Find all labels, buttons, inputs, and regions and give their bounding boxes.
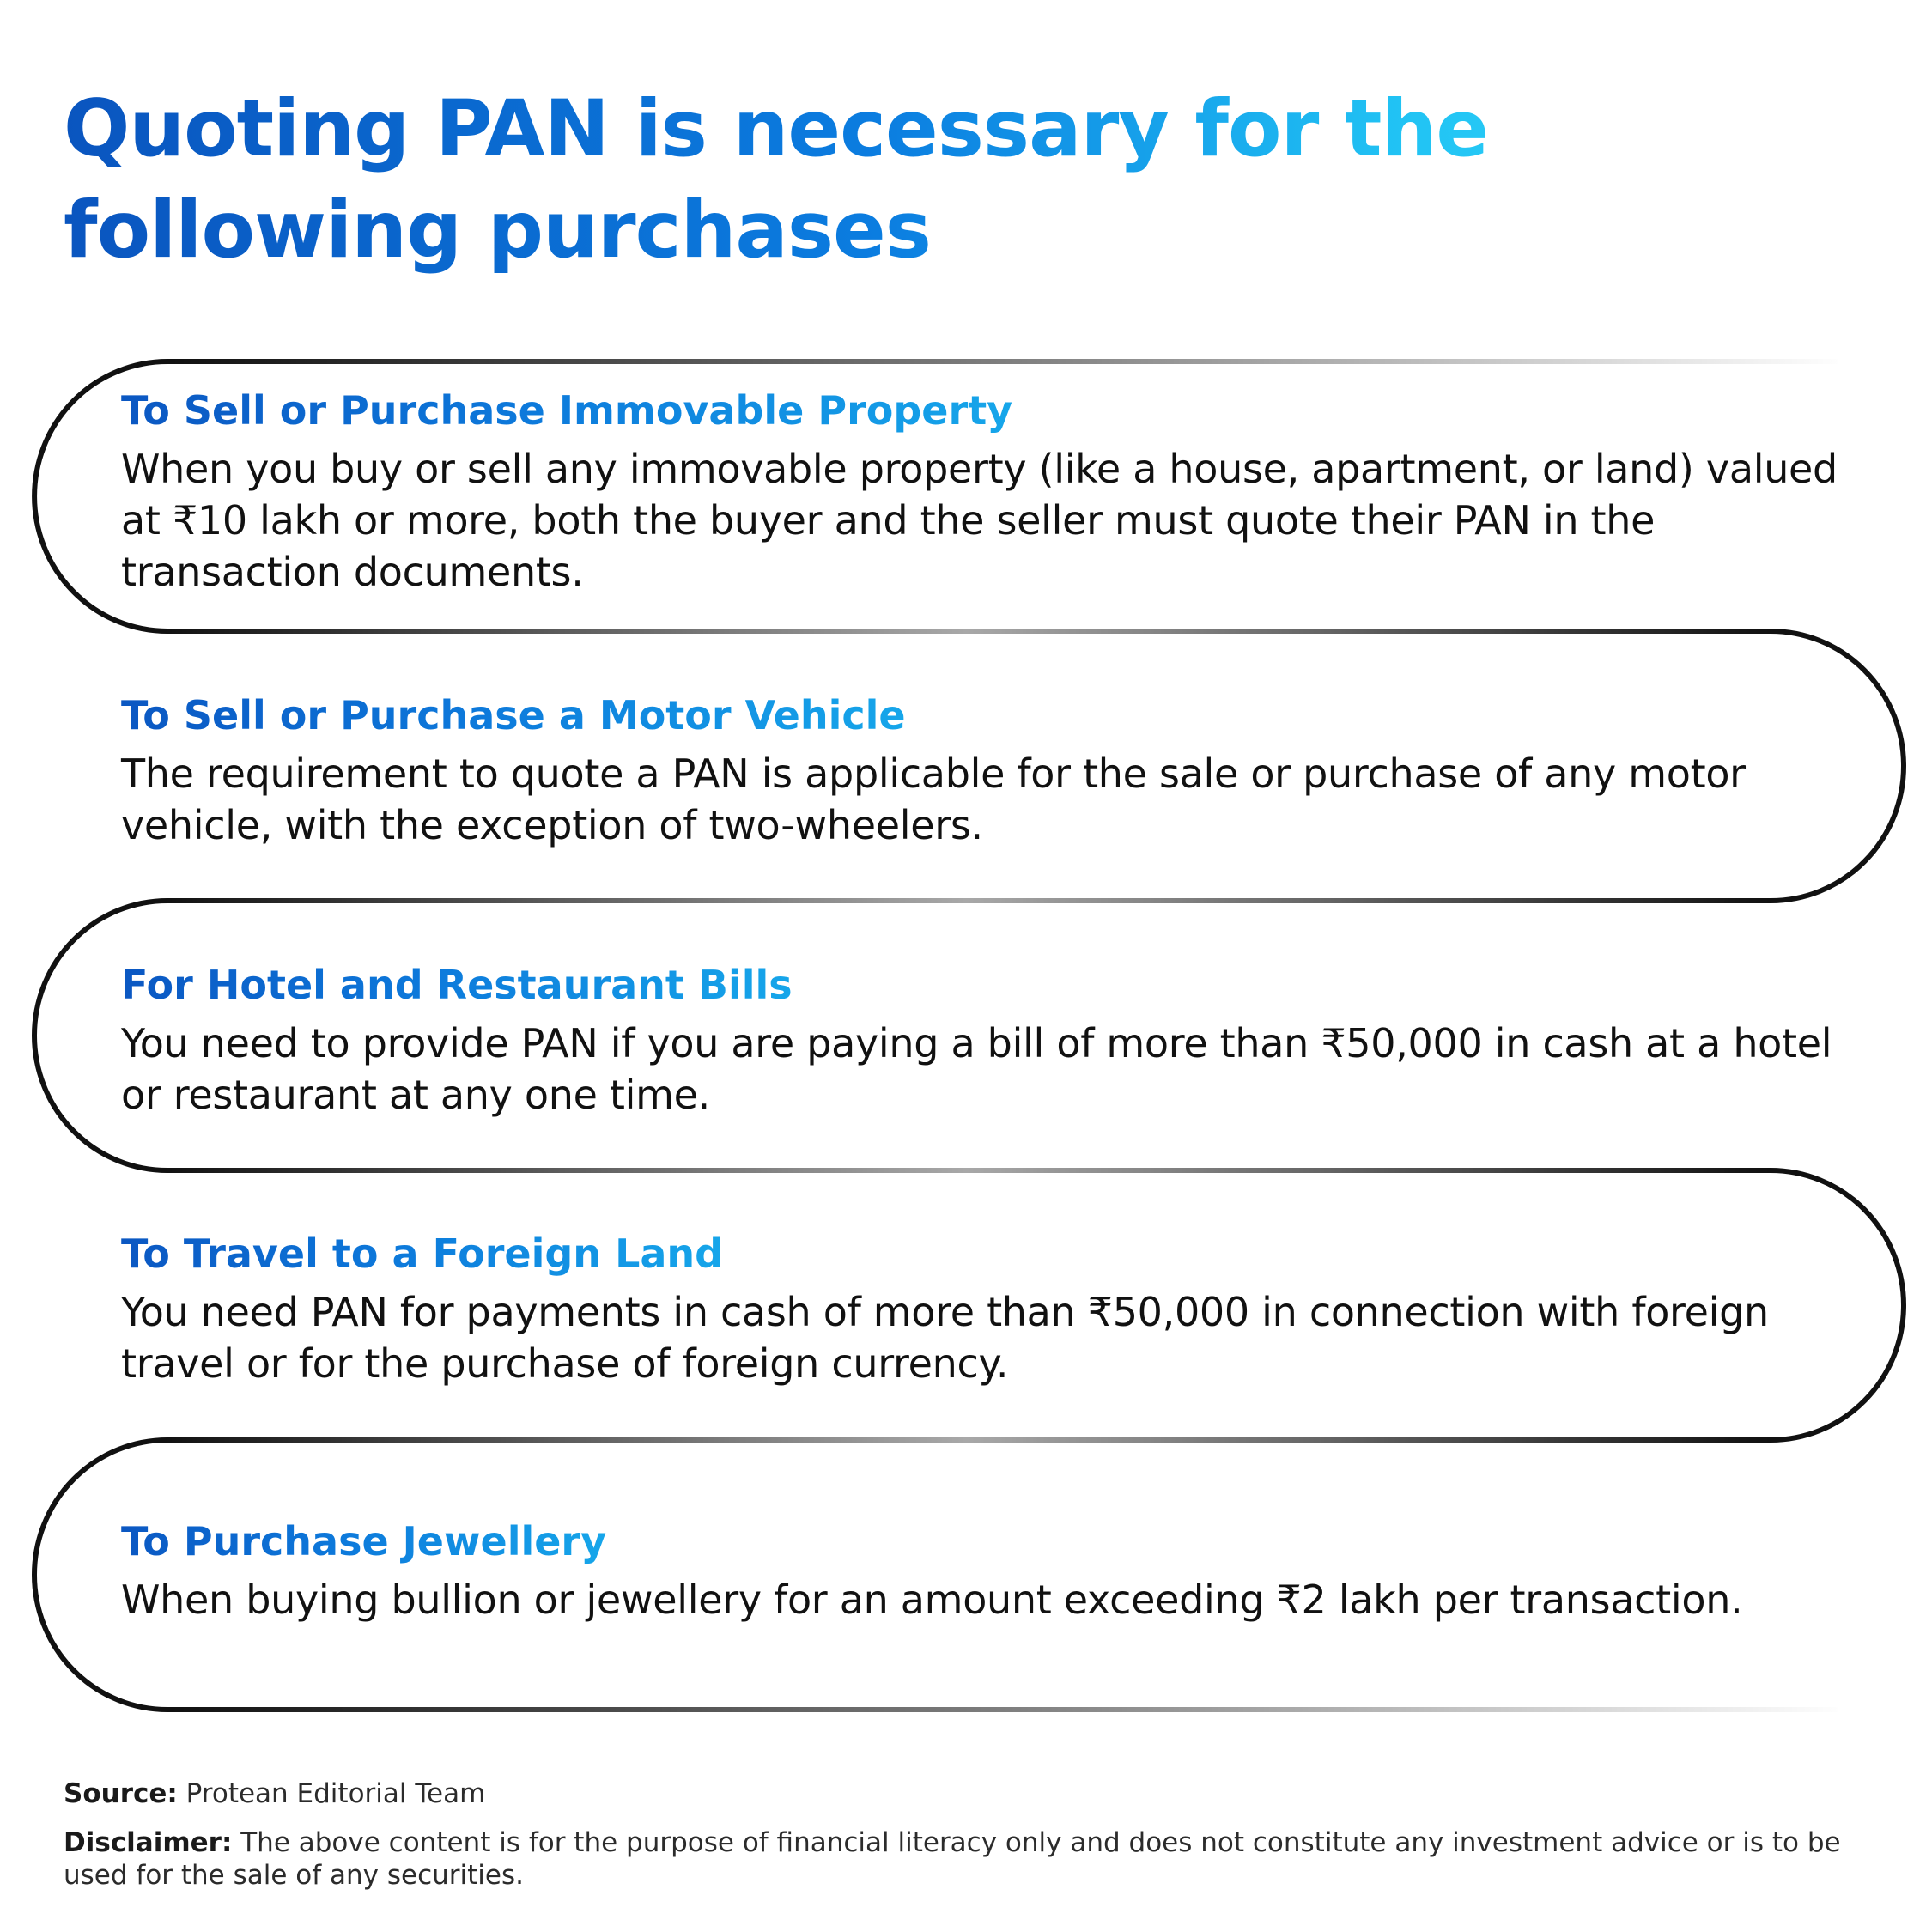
page-title: Quoting PAN is necessary for the following purchases: [64, 79, 1695, 282]
purchase-item: [121, 690, 1873, 851]
item-description: You need to provide PAN if you are paying a bill of more than ₹50,000 in cash at a hotel or restaurant at any one time.: [121, 1020, 1832, 1118]
item-heading: To Sell or Purchase a Motor Vehicle: [121, 690, 906, 741]
item-heading: To Travel to a Foreign Land: [121, 1228, 723, 1279]
disclaimer-label: Disclaimer:: [64, 1827, 233, 1858]
source-note: [64, 1777, 1893, 1810]
item-description: When you buy or sell any immovable property (like a house, apartment, or land) valued at ₹10 lakh or more, both the buyer and the seller must quote their PAN in the transaction documents.: [121, 446, 1838, 595]
source-text: Protean Editorial Team: [185, 1778, 486, 1809]
item-heading: For Hotel and Restaurant Bills: [121, 959, 793, 1011]
purchase-item: [121, 959, 1873, 1121]
item-description: The requirement to quote a PAN is applicable for the sale or purchase of any motor vehicle, with the exception of two-wheelers.: [121, 750, 1746, 848]
purchase-item: [121, 1228, 1873, 1389]
item-description: You need PAN for payments in cash of more than ₹50,000 in connection with foreign travel or for the purchase of foreign currency.: [121, 1289, 1769, 1387]
disclaimer-note: [64, 1826, 1893, 1892]
purchase-item: [121, 385, 1873, 598]
item-description: When buying bullion or jewellery for an amount exceeding ₹2 lakh per transaction.: [121, 1577, 1743, 1623]
item-heading: To Purchase Jewellery: [121, 1516, 606, 1567]
disclaimer-text: The above content is for the purpose of financial literacy only and does not constitute any investment advice or is to be used for the sale of any securities.: [64, 1827, 1841, 1891]
source-label: Source:: [64, 1778, 178, 1809]
item-heading: To Sell or Purchase Immovable Property: [121, 385, 1012, 436]
purchase-item: [121, 1516, 1873, 1625]
